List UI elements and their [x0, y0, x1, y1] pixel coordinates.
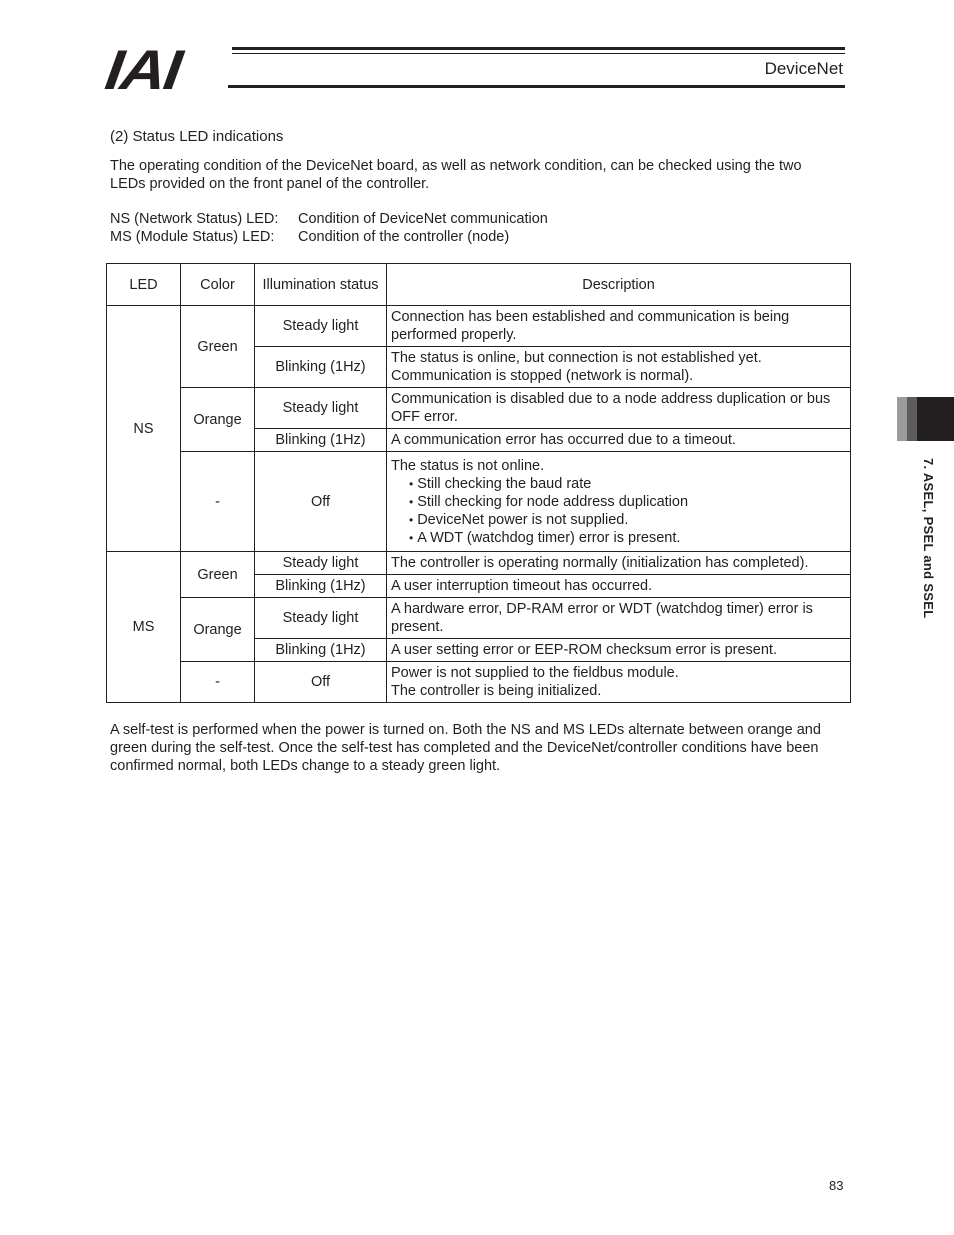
table-row	[107, 552, 851, 575]
list-item: • DeviceNet power is not supplied.	[409, 511, 846, 529]
description: A communication error has occurred due to a timeout.	[387, 429, 851, 452]
table-header-row	[107, 264, 851, 306]
table-row	[107, 452, 851, 552]
header-color: Color	[181, 264, 255, 306]
color-orange: Orange	[181, 598, 255, 662]
header-description: Description	[387, 264, 851, 306]
description: A hardware error, DP-RAM error or WDT (watchdog timer) error is present.	[387, 598, 851, 639]
list-item: • A WDT (watchdog timer) error is present.	[409, 529, 846, 547]
description: Communication is disabled due to a node address duplication or bus OFF error.	[387, 388, 851, 429]
description: Connection has been established and communication is being performed properly.	[387, 306, 851, 347]
illumination-status: Steady light	[255, 388, 387, 429]
description-line: The status is not online.	[391, 457, 545, 474]
description	[387, 662, 851, 703]
description-line: Power is not supplied to the fieldbus module.	[391, 665, 679, 681]
description: A user setting error or EEP-ROM checksum error is present.	[387, 639, 851, 662]
illumination-status: Blinking (1Hz)	[255, 575, 387, 598]
illumination-status: Steady light	[255, 552, 387, 575]
led-definition-ms	[110, 229, 548, 247]
illumination-status: Blinking (1Hz)	[255, 639, 387, 662]
intro-paragraph: The operating condition of the DeviceNet board, as well as network condition, can be checked using the two LEDs provided on the front panel of the controller.	[110, 158, 802, 192]
led-definition-value: Condition of the controller (node)	[298, 228, 510, 245]
led-ns: NS	[107, 306, 181, 552]
led-ms: MS	[107, 552, 181, 703]
page-number: 83	[829, 1178, 844, 1193]
led-definitions	[110, 211, 548, 246]
illumination-status: Off	[255, 452, 387, 552]
description: The controller is operating normally (initialization has completed).	[387, 552, 851, 575]
description: A user interruption timeout has occurred.	[387, 575, 851, 598]
led-definition-key: MS (Module Status) LED:	[110, 228, 275, 245]
table-row	[107, 388, 851, 429]
header-illumination: Illumination status	[255, 264, 387, 306]
illumination-status: Steady light	[255, 598, 387, 639]
color-green: Green	[181, 306, 255, 388]
led-definition-key: NS (Network Status) LED:	[110, 211, 279, 227]
led-definition-value: Condition of DeviceNet communication	[298, 211, 548, 227]
color-none: -	[181, 452, 255, 552]
description	[387, 347, 851, 388]
header-rule-top	[232, 47, 845, 50]
section-heading: (2) Status LED indications	[110, 128, 284, 145]
description-line: Communication is stopped (network is normal).	[391, 368, 694, 384]
description-line: The status is online, but connection is not established yet.	[391, 350, 762, 366]
illumination-status: Blinking (1Hz)	[255, 347, 387, 388]
color-green: Green	[181, 552, 255, 598]
header-led: LED	[107, 264, 181, 306]
self-test-paragraph: A self-test is performed when the power is turned on. Both the NS and MS LEDs alternate between orange and green during the self-test. Once the self-test has completed and the DeviceNet/controller conditions have been confirmed normal, both LEDs change to a steady green light.	[110, 722, 821, 774]
illumination-status: Off	[255, 662, 387, 703]
description	[387, 452, 851, 552]
section-title: DeviceNet	[764, 59, 843, 78]
chapter-tab	[897, 397, 954, 441]
table-row	[107, 306, 851, 347]
illumination-status: Steady light	[255, 306, 387, 347]
color-none: -	[181, 662, 255, 703]
chapter-label: 7. ASEL, PSEL and SSEL	[921, 458, 936, 619]
description-line: The controller is being initialized.	[391, 683, 602, 699]
table-row	[107, 598, 851, 639]
led-status-table	[106, 263, 851, 703]
header-rule-bottom	[228, 85, 845, 88]
condition-list	[391, 475, 846, 547]
header-rule-thin	[232, 53, 845, 54]
iai-logo: IAI	[101, 38, 184, 101]
list-item: • Still checking for node address duplication	[409, 493, 846, 511]
table-row	[107, 662, 851, 703]
list-item: • Still checking the baud rate	[409, 475, 846, 493]
led-definition-ns	[110, 211, 548, 229]
illumination-status: Blinking (1Hz)	[255, 429, 387, 452]
color-orange: Orange	[181, 388, 255, 452]
